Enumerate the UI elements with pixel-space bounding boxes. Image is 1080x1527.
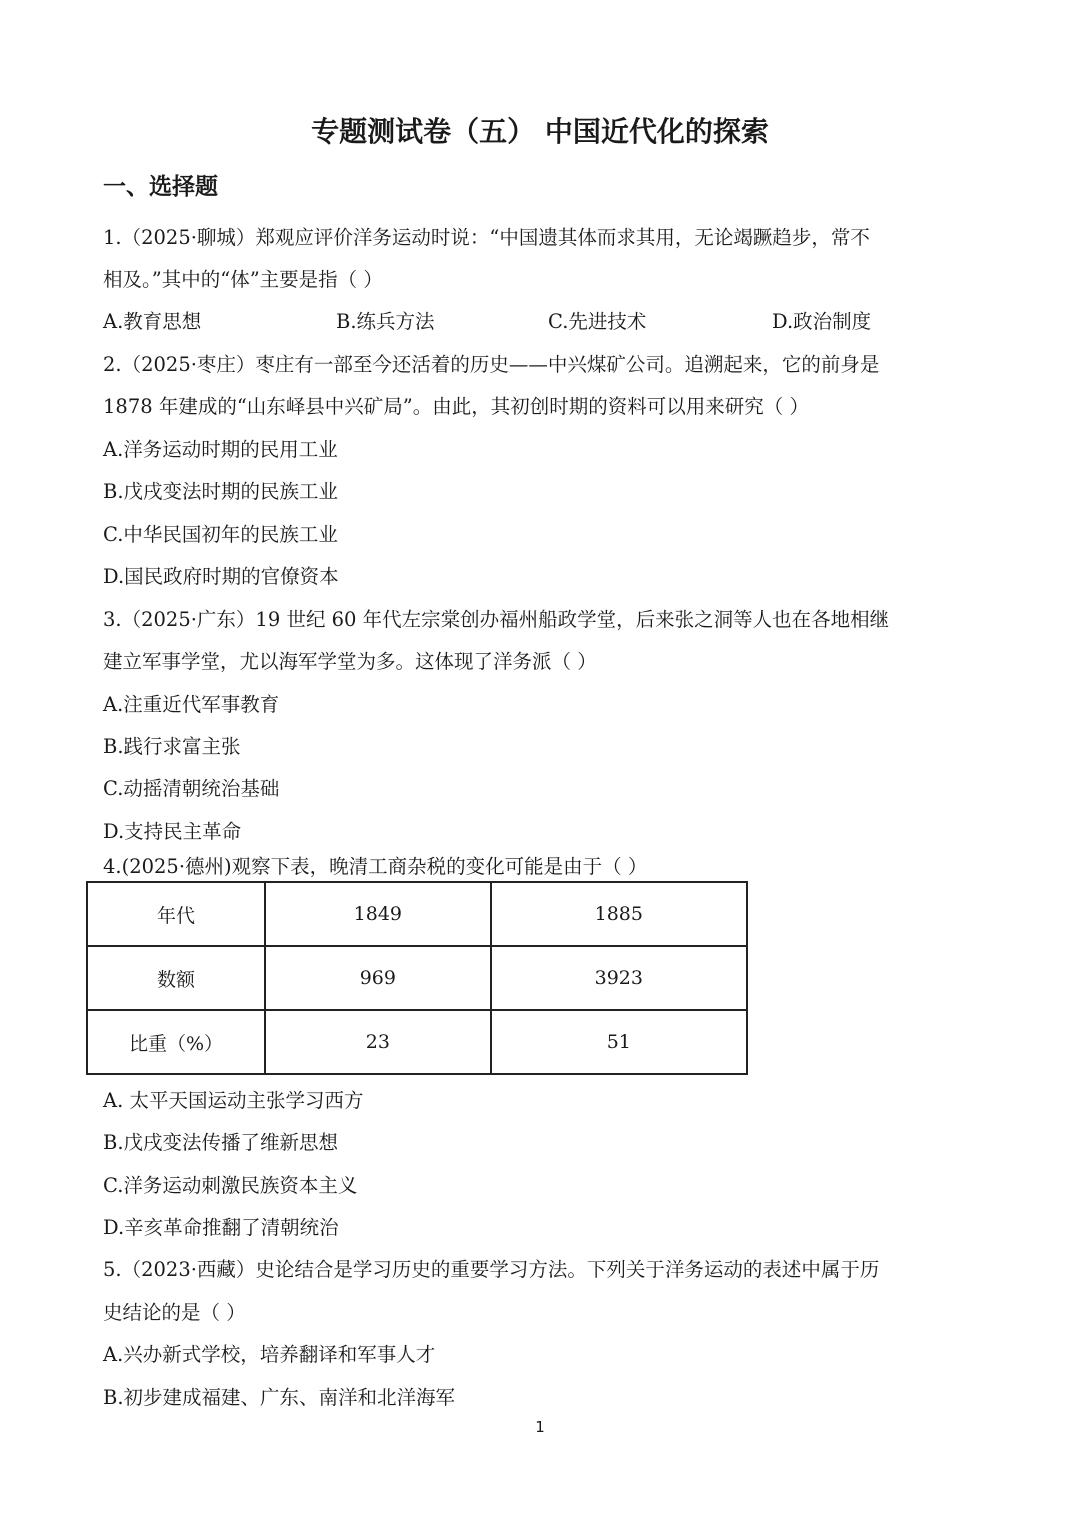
q2-option-d: D.国民政府时期的官僚资本 [103, 565, 339, 588]
page-number: 1 [535, 1418, 545, 1436]
q4-option-a: A. 太平天国运动主张学习西方 [103, 1089, 364, 1112]
table-cell-amount-1885: 3923 [491, 946, 747, 1010]
q2-stem-line-2: 1878 年建成的“山东峄县中兴矿局”。由此，其初创时期的资料可以用来研究（ ） [103, 395, 809, 418]
q1-options [103, 306, 1003, 338]
table-cell-year-1849: 1849 [265, 882, 491, 946]
table-cell-share-label: 比重（%） [87, 1010, 265, 1074]
q1-option-a: A.教育思想 [103, 310, 202, 333]
q5-option-a: A.兴办新式学校，培养翻译和军事人才 [103, 1343, 436, 1366]
q3-option-c: C.动摇清朝统治基础 [103, 777, 280, 800]
q2-option-b: B.戊戌变法时期的民族工业 [103, 480, 339, 503]
q3-option-d: D.支持民主革命 [103, 820, 242, 843]
table-cell-era-label: 年代 [87, 882, 265, 946]
q2-stem-line-1: 2.（2025·枣庄）枣庄有一部至今还活着的历史——中兴煤矿公司。追溯起来，它的前身是 [103, 353, 880, 376]
q3-stem-line-1: 3.（2025·广东）19 世纪 60 年代左宗棠创办福州船政学堂，后来张之洞等人也在各地相继 [103, 608, 890, 631]
tax-table [86, 881, 748, 1075]
q5-stem-line-2: 史结论的是（ ） [103, 1301, 246, 1324]
q1-option-d: D.政治制度 [772, 310, 872, 333]
q4-option-c: C.洋务运动刺激民族资本主义 [103, 1174, 358, 1197]
page-title: 专题测试卷（五） 中国近代化的探索 [311, 115, 769, 148]
q2-option-a: A.洋务运动时期的民用工业 [103, 438, 338, 461]
q1-option-b: B.练兵方法 [336, 310, 435, 333]
q1-stem-line-2: 相及。”其中的“体”主要是指（ ） [103, 268, 383, 291]
table-cell-year-1885: 1885 [491, 882, 747, 946]
table-row [87, 946, 747, 1010]
q4-stem-line-1: 4.(2025·德州)观察下表，晚清工商杂税的变化可能是由于（ ） [103, 855, 648, 878]
q1-stem-line-1: 1.（2025·聊城）郑观应评价洋务运动时说：“中国遗其体而求其用，无论竭蹶趋步，常不 [103, 226, 870, 249]
q3-stem-line-2: 建立军事学堂，尤以海军学堂为多。这体现了洋务派（ ） [103, 650, 597, 673]
table-cell-share-1885: 51 [491, 1010, 747, 1074]
q2-option-c: C.中华民国初年的民族工业 [103, 523, 338, 546]
q1-option-c: C.先进技术 [548, 310, 647, 333]
q5-stem-line-1: 5.（2023·西藏）史论结合是学习历史的重要学习方法。下列关于洋务运动的表述中属于历 [103, 1258, 880, 1281]
table-row [87, 1010, 747, 1074]
q4-option-d: D.辛亥革命推翻了清朝统治 [103, 1216, 339, 1239]
q3-option-a: A.注重近代军事教育 [103, 693, 280, 716]
section-heading: 一、选择题 [103, 174, 218, 200]
table-cell-amount-label: 数额 [87, 946, 265, 1010]
table-cell-amount-1849: 969 [265, 946, 491, 1010]
q3-option-b: B.践行求富主张 [103, 735, 241, 758]
q5-option-b: B.初步建成福建、广东、南洋和北洋海军 [103, 1386, 456, 1409]
q4-option-b: B.戊戌变法传播了维新思想 [103, 1131, 339, 1154]
table-row [87, 882, 747, 946]
table-cell-share-1849: 23 [265, 1010, 491, 1074]
